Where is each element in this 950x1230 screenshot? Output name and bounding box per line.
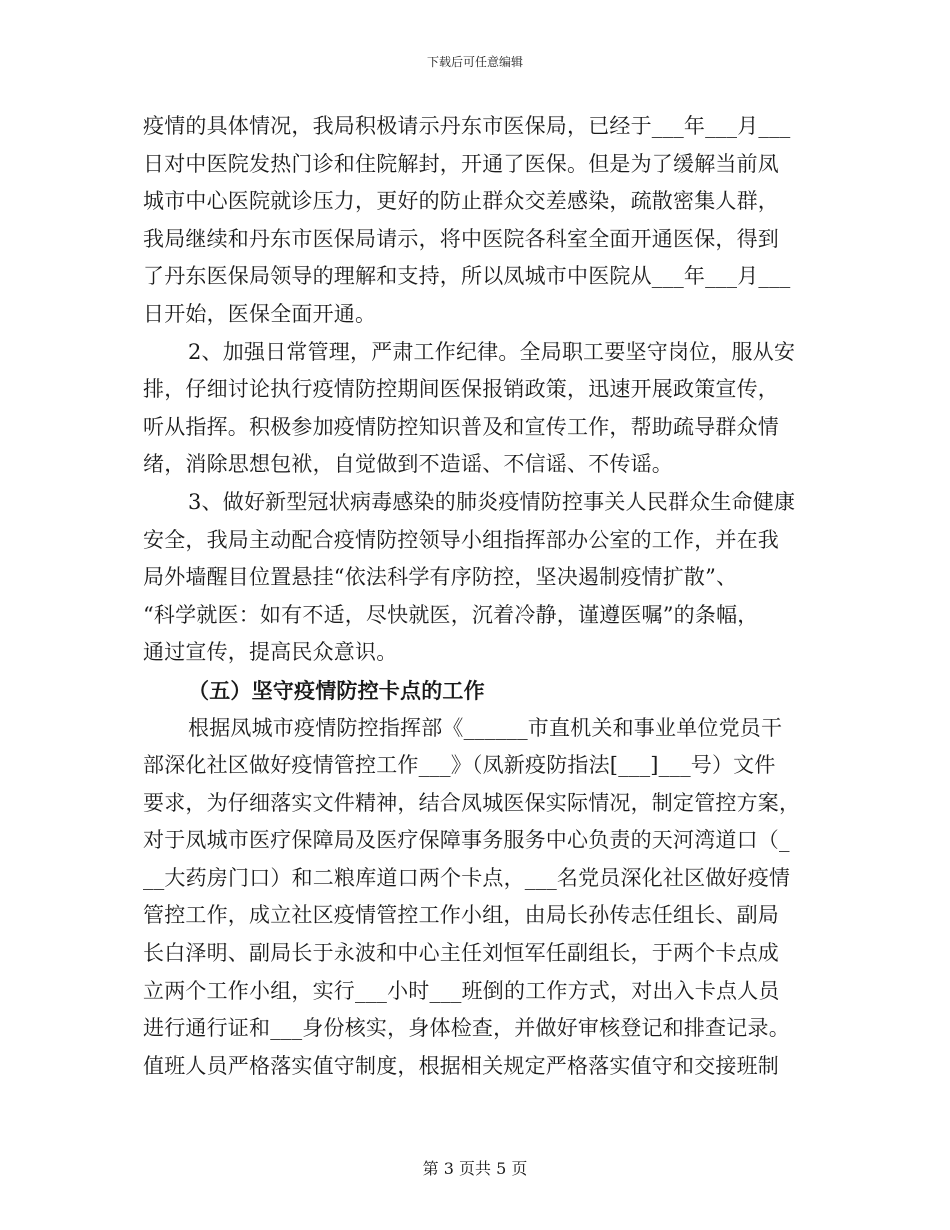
- paragraph-start-line: 3、做好新型冠状病毒感染的肺炎疫情防控事关人民群众生命健康: [188, 489, 796, 514]
- text-line: 长白泽明、副局长于永波和中心主任刘恒军任副组长，于两个卡点成: [143, 941, 779, 966]
- page-footer: 第 3 页共 5 页: [422, 1159, 528, 1178]
- text-line: 管控工作，成立社区疫情管控工作小组，由局长孙传志任组长、副局: [143, 903, 779, 928]
- text-line: 要求，为仔细落实文件精神，结合凤城医保实际情况，制定管控方案，: [143, 790, 801, 815]
- section-heading: （五）坚守疫情防控卡点的工作: [188, 677, 485, 703]
- paragraph-start-line: 2、加强日常管理，严肃工作纪律。全局职工要坚守岗位，服从安: [188, 339, 796, 364]
- text-line: 日开始，医保全面开通。: [143, 301, 377, 326]
- document-body: [143, 108, 803, 1085]
- paragraph-start-line: 根据凤城市疫情防控指挥部《______市直机关和事业单位党员干: [188, 715, 783, 740]
- text-line: 局外墙醒目位置悬挂“依法科学有序防控，坚决遏制疫情扩散”、: [143, 565, 738, 590]
- text-line: 立两个工作小组，实行___小时___班倒的工作方式，对出入卡点人员: [143, 978, 780, 1003]
- text-line: __大药房门口）和二粮库道口两个卡点，___名党员深化社区做好疫情: [143, 865, 791, 890]
- text-line: 进行通行证和___身份核实，身体检查，并做好审核登记和排查记录。: [143, 1016, 790, 1041]
- text-line: 我局继续和丹东市医保局请示，将中医院各科室全面开通医保，得到: [143, 226, 779, 251]
- text-line: 排，仔细讨论执行疫情防控期间医保报销政策，迅速开展政策宣传，: [143, 377, 779, 402]
- text-line: 安全，我局主动配合疫情防控领导小组指挥部办公室的工作，并在我: [143, 527, 779, 552]
- text-line: 对于凤城市医疗保障局及医疗保障事务服务中心负责的天河湾道口（_: [143, 828, 790, 853]
- text-line: 疫情的具体情况，我局积极请示丹东市医保局，已经于___年___月___: [143, 114, 791, 138]
- text-line: 听从指挥。积极参加疫情防控知识普及和宣传工作，帮助疏导群众情: [143, 414, 779, 439]
- text-line: 绪，消除思想包袱，自觉做到不造谣、不信谣、不传谣。: [143, 452, 673, 477]
- text-line: “科学就医：如有不适，尽快就医，沉着冷静，谨遵医嘱”的条幅，: [143, 602, 759, 627]
- text-line: 城市中心医院就诊压力，更好的防止群众交差感染，疏散密集人群，: [143, 189, 779, 214]
- text-line: 通过宣传，提高民众意识。: [143, 640, 398, 665]
- page-header: 下载后可任意编辑: [426, 55, 523, 69]
- text-line: 值班人员严格落实值守制度，根据相关规定严格落实值守和交接班制: [143, 1053, 779, 1078]
- text-line: 日对中医院发热门诊和住院解封，开通了医保。但是为了缓解当前凤: [143, 151, 779, 176]
- text-line: 了丹东医保局领导的理解和支持，所以凤城市中医院从___年___月___: [143, 264, 791, 289]
- text-line: 部深化社区做好疫情管控工作___》（凤新疫防指法[___]___号）文件: [143, 753, 776, 778]
